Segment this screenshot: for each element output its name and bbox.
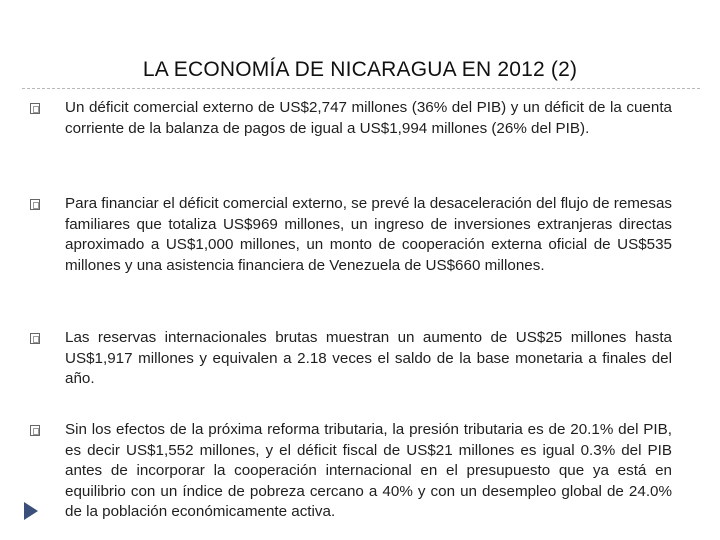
slide-title: LA ECONOMÍA DE NICARAGUA EN 2012 (2): [142, 58, 578, 81]
bullet-text: Para financiar el déficit comercial externo, se prevé la desaceleración del flujo de remesas familiares que totaliza US$969 millones, un ingreso de inversiones extranjeras directas aproximado a US$1,000 millones, un monto de cooperación externa oficial de US$535 millones y una asistencia financiera de Venezuela de US$660 millones.: [65, 195, 672, 274]
bullet-text: Las reservas internacionales brutas muestran un aumento de US$25 millones hasta US$1,917 millones y equivalen a 2.18 veces el saldo de la base monetaria a finales del año.: [65, 329, 672, 387]
square-bullet-icon: [30, 199, 40, 210]
next-slide-arrow-icon[interactable]: [24, 502, 38, 520]
square-bullet-icon: [30, 333, 40, 344]
title-divider: [22, 88, 700, 89]
bullet-text: Un déficit comercial externo de US$2,747 millones (36% del PIB) y un déficit de la cuenta corriente de la balanza de pagos de igual a US$1,994 millones (26% del PIB).: [65, 99, 672, 137]
bullet-text: Sin los efectos de la próxima reforma tributaria, la presión tributaria es de 20.1% del PIB, es decir US$1,552 millones, y el déficit fiscal de US$21 millones es igual 0.3% del PIB antes de incorporar la cooperación internacional en el presupuesto que ya está en equilibrio con un índice de pobreza cercano a 40% y con un desempleo global de 24.0% de la población económicamente activa.: [65, 421, 672, 520]
square-bullet-icon: [30, 425, 40, 436]
square-bullet-icon: [30, 103, 40, 114]
